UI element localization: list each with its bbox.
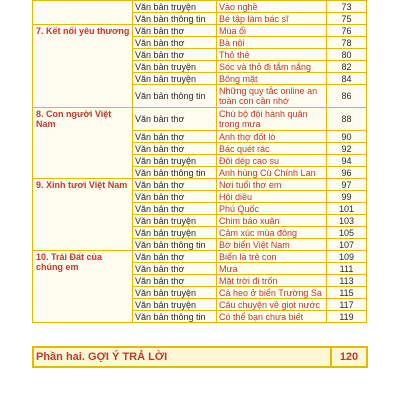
answer-section-label: Phần hai. GỢI Ý TRẢ LỜI [36, 351, 168, 363]
lesson-title[interactable]: Chim báo xuân [217, 215, 327, 227]
table-row[interactable] [33, 108, 367, 131]
page-number: 117 [327, 299, 367, 311]
lesson-title[interactable]: Những quy tắc online an toàn con cần nhớ [217, 85, 327, 108]
toc-body [33, 1, 367, 323]
lesson-title[interactable]: Sóc và thỏ đi tắm nắng [217, 61, 327, 73]
table-row[interactable] [33, 179, 367, 191]
page-number: 115 [327, 287, 367, 299]
lesson-title[interactable]: Bác quét rác [217, 143, 327, 155]
lesson-title[interactable]: Bờ biển Việt Nam [217, 239, 327, 251]
lesson-title[interactable]: Mùa ổi [217, 25, 327, 37]
lesson-title[interactable]: Đôi dép cao su [217, 155, 327, 167]
lesson-title[interactable]: Có thể bạn chưa biết [217, 311, 327, 323]
text-type: Văn bản thơ [133, 251, 217, 263]
lesson-title[interactable]: Phú Quốc [217, 203, 327, 215]
text-type: Văn bản thông tin [133, 13, 217, 25]
page-number: 101 [327, 203, 367, 215]
theme-name: 9. Xinh tươi Việt Nam [33, 179, 133, 251]
lesson-title[interactable]: Mưa [217, 263, 327, 275]
text-type: Văn bản thông tin [133, 311, 217, 323]
text-type: Văn bản truyện [133, 155, 217, 167]
text-type: Văn bản thơ [133, 275, 217, 287]
table-of-contents [32, 0, 367, 323]
page-number: 88 [327, 108, 367, 131]
lesson-title[interactable]: Bà nội [217, 37, 327, 49]
page-number: 94 [327, 155, 367, 167]
page-number: 96 [327, 167, 367, 179]
page-number: 80 [327, 49, 367, 61]
text-type: Văn bản truyện [133, 299, 217, 311]
text-type: Văn bản thơ [133, 203, 217, 215]
table-row[interactable] [33, 1, 367, 13]
text-type: Văn bản thơ [133, 108, 217, 131]
page-number: 78 [327, 37, 367, 49]
text-type: Văn bản thơ [133, 25, 217, 37]
page-number: 82 [327, 61, 367, 73]
answer-section-page: 120 [330, 348, 366, 366]
text-type: Văn bản truyện [133, 287, 217, 299]
page-number: 99 [327, 191, 367, 203]
text-type: Văn bản thơ [133, 179, 217, 191]
page-number: 97 [327, 179, 367, 191]
page-number: 90 [327, 131, 367, 143]
page-number: 119 [327, 311, 367, 323]
lesson-title[interactable]: Vào nghề [217, 1, 327, 13]
page-number: 107 [327, 239, 367, 251]
text-type: Văn bản thông tin [133, 167, 217, 179]
text-type: Văn bản thơ [133, 263, 217, 275]
page-number: 76 [327, 25, 367, 37]
page-number: 111 [327, 263, 367, 275]
page-number: 86 [327, 85, 367, 108]
theme-name: 10. Trái Đất của chúng em [33, 251, 133, 323]
table-row[interactable] [33, 25, 367, 37]
text-type: Văn bản thơ [133, 191, 217, 203]
lesson-title[interactable]: Mặt trời đi trốn [217, 275, 327, 287]
page-number: 103 [327, 215, 367, 227]
lesson-title[interactable]: Nơi tuổi thơ em [217, 179, 327, 191]
page-number: 113 [327, 275, 367, 287]
text-type: Văn bản truyện [133, 227, 217, 239]
page-number: 109 [327, 251, 367, 263]
lesson-title[interactable]: Biển là trẻ con [217, 251, 327, 263]
lesson-title[interactable]: Câu chuyện về giọt nước [217, 299, 327, 311]
lesson-title[interactable]: Bông mặt [217, 73, 327, 85]
lesson-title[interactable]: Chú bộ đội hành quân trong mưa [217, 108, 327, 131]
text-type: Văn bản thơ [133, 131, 217, 143]
theme-name [33, 1, 133, 25]
page-number: 92 [327, 143, 367, 155]
theme-name: 8. Con người Việt Nam [33, 108, 133, 179]
theme-name: 7. Kết nối yêu thương [33, 25, 133, 108]
text-type: Văn bản thơ [133, 49, 217, 61]
lesson-title[interactable]: Hội diều [217, 191, 327, 203]
text-type: Văn bản thông tin [133, 85, 217, 108]
text-type: Văn bản thơ [133, 143, 217, 155]
lesson-title[interactable]: Cảm xúc mùa đông [217, 227, 327, 239]
lesson-title[interactable]: Cá heo ở biển Trường Sa [217, 287, 327, 299]
text-type: Văn bản truyện [133, 215, 217, 227]
text-type: Văn bản truyện [133, 1, 217, 13]
page-number: 75 [327, 13, 367, 25]
page-number: 73 [327, 1, 367, 13]
text-type: Văn bản thông tin [133, 239, 217, 251]
text-type: Văn bản truyện [133, 73, 217, 85]
table-row[interactable] [33, 251, 367, 263]
answer-section-row[interactable] [32, 346, 368, 368]
lesson-title[interactable]: Thỏ thẻ [217, 49, 327, 61]
lesson-title[interactable]: Anh hùng Cù Chính Lan [217, 167, 327, 179]
text-type: Văn bản thơ [133, 37, 217, 49]
text-type: Văn bản truyện [133, 61, 217, 73]
lesson-title[interactable]: Anh thợ đốt lò [217, 131, 327, 143]
page-number: 105 [327, 227, 367, 239]
page-number: 84 [327, 73, 367, 85]
lesson-title[interactable]: Bé tập làm bác sĩ [217, 13, 327, 25]
